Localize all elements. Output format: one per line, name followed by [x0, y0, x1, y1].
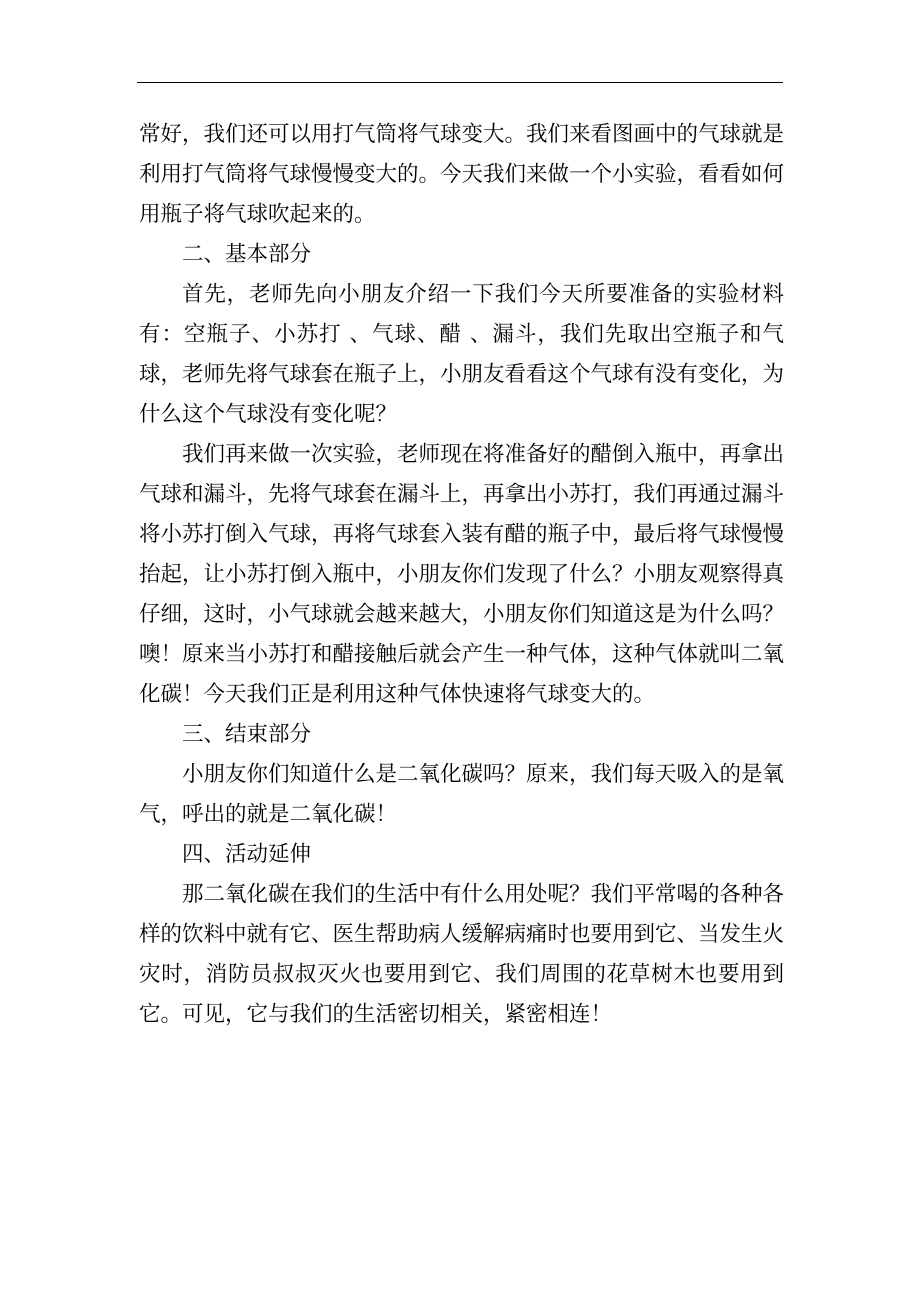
- paragraph-experiment: 我们再来做一次实验，老师现在将准备好的醋倒入瓶中，再拿出气球和漏斗，先将气球套在漏斗上，再拿出小苏打，我们再通过漏斗将小苏打倒入气球，再将气球套入装有醋的瓶子中，最后将气球慢慢抬起，让小苏打倒入瓶中，小朋友你们发现了什么？小朋友观察得真仔细，这时，小气球就会越来越大，小朋友你们知道这是为什么吗？噢！原来当小苏打和醋接触后就会产生一种气体，这种气体就叫二氧化碳！今天我们正是利用这种气体快速将气球变大的。: [139, 442, 785, 707]
- document-body: [139, 115, 784, 1035]
- paragraph-uses: 那二氧化碳在我们的生活中有什么用处呢？我们平常喝的各种各样的饮料中就有它、医生帮助病人缓解病痛时也要用到它、当发生火灾时，消防员叔叔灭火也要用到它、我们周围的花草树木也要用到它。可见，它与我们的生活密切相关，紧密相连！: [139, 882, 785, 1027]
- section-heading-basic: 二、基本部分: [182, 242, 312, 267]
- section-heading-extension: 四、活动延伸: [182, 842, 312, 867]
- paragraph-intro-continued: 常好，我们还可以用打气筒将气球变大。我们来看图画中的气球就是利用打气筒将气球慢慢变大的。今天我们来做一个小实验，看看如何用瓶子将气球吹起来的。: [139, 122, 785, 227]
- paragraph-materials: 首先，老师先向小朋友介绍一下我们今天所要准备的实验材料有：空瓶子、小苏打 、气球、醋 、漏斗，我们先取出空瓶子和气球，老师先将气球套在瓶子上，小朋友看看这个气球有没有变化，为什么这个气球没有变化呢？: [139, 282, 785, 427]
- header-rule: [137, 82, 783, 83]
- paragraph-carbon-dioxide: 小朋友你们知道什么是二氧化碳吗？原来，我们每天吸入的是氧气，呼出的就是二氧化碳！: [139, 762, 785, 827]
- section-heading-end: 三、结束部分: [182, 722, 312, 747]
